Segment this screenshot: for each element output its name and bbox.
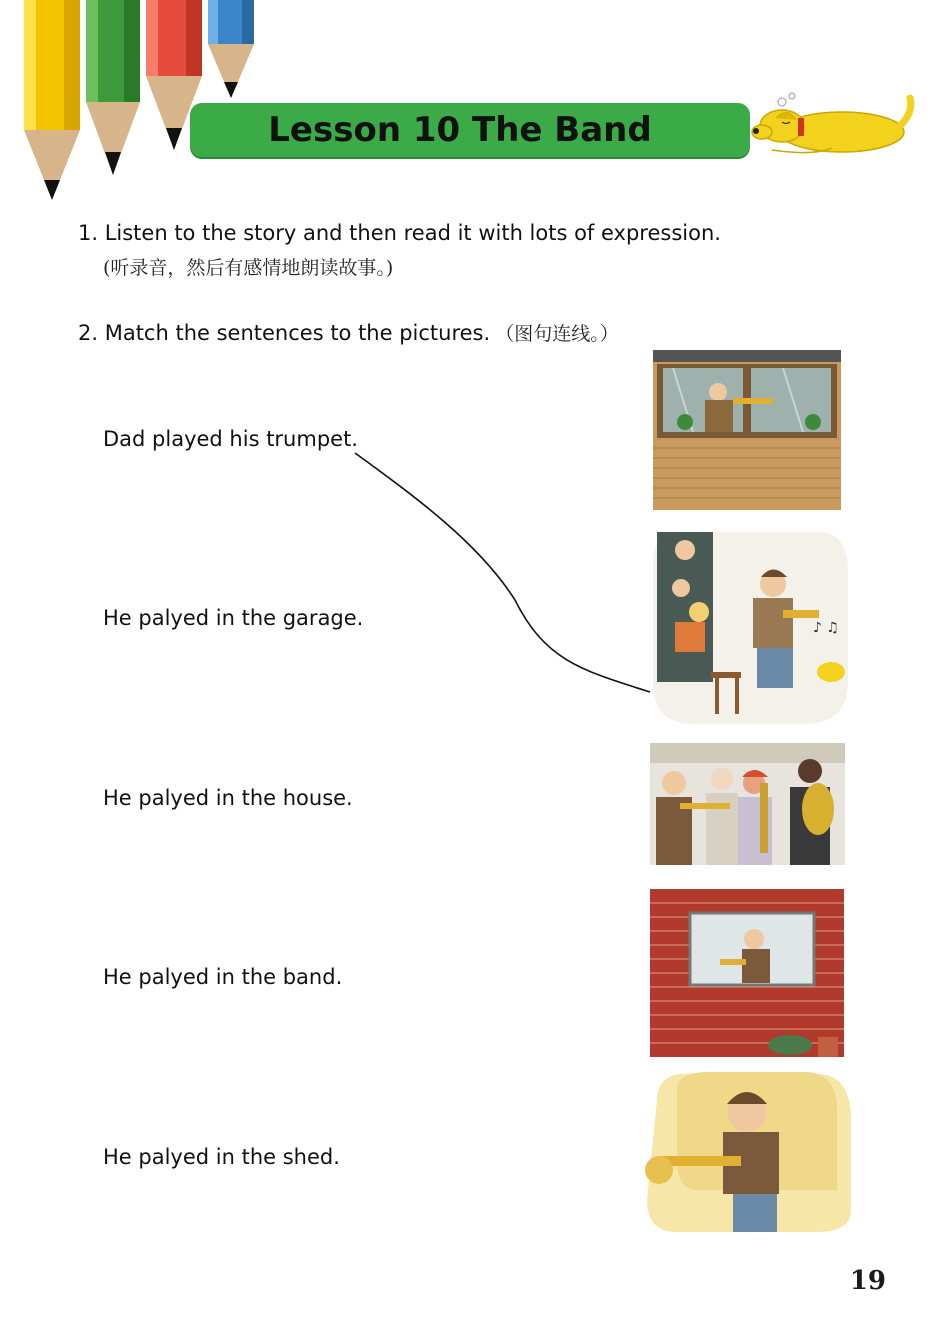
sentence-5[interactable]: He palyed in the shed. <box>103 1145 340 1169</box>
instruction-2-text: 2. Match the sentences to the pictures. <box>78 321 491 345</box>
instruction-1-chinese: (听录音，然后有感情地朗读故事。) <box>103 257 394 279</box>
page-number: 19 <box>849 1266 886 1296</box>
page-title: Lesson 10 The Band <box>268 110 652 150</box>
picture-armchair[interactable] <box>637 1060 859 1238</box>
instruction-2-chinese: （图句连线。） <box>495 323 619 345</box>
picture-shed[interactable] <box>653 350 841 510</box>
picture-house[interactable] <box>653 532 848 724</box>
picture-garage[interactable] <box>650 889 844 1057</box>
svg-text:♪ ♫: ♪ ♫ <box>813 620 839 636</box>
picture-band[interactable] <box>650 743 845 865</box>
instruction-1: 1. Listen to the story and then read it with lots of expression. <box>78 221 721 245</box>
sentence-1[interactable]: Dad played his trumpet. <box>103 427 358 451</box>
sentence-2[interactable]: He palyed in the garage. <box>103 606 364 630</box>
sentence-4[interactable]: He palyed in the band. <box>103 965 343 989</box>
sentence-3[interactable]: He palyed in the house. <box>103 786 353 810</box>
